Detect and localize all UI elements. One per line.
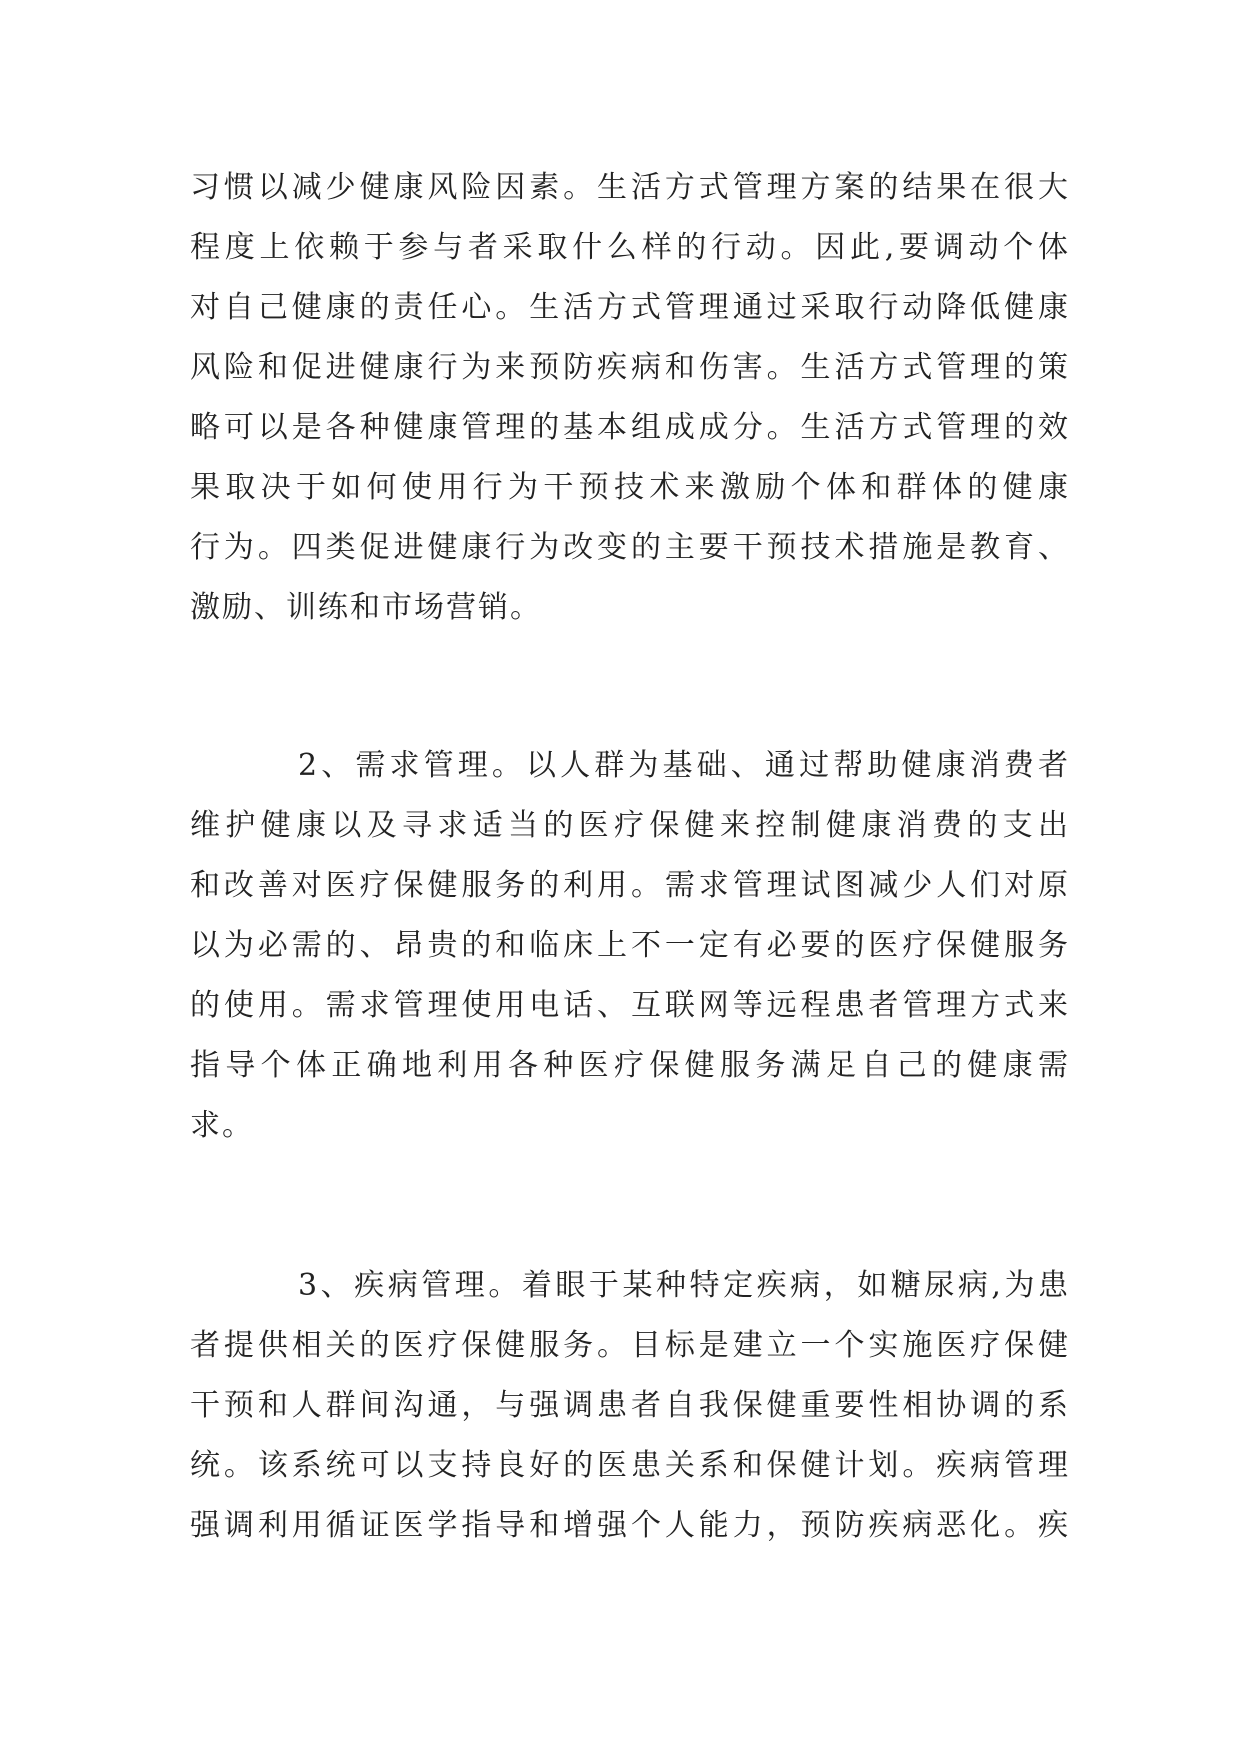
text-line: 求。 [190, 1108, 254, 1143]
text-line: 指导个体正确地利用各种医疗保健服务满足自己的健康需 [190, 1048, 1070, 1083]
text-line: 2、需求管理。以人群为基础、通过帮助健康消费者 [298, 748, 1070, 783]
text-line: 强调利用循证医学指导和增强个人能力，预防疾病恶化。疾 [190, 1508, 1070, 1543]
text-line: 的使用。需求管理使用电话、互联网等远程患者管理方式来 [190, 988, 1070, 1023]
text-line: 程度上依赖于参与者采取什么样的行动。因此,要调动个体 [190, 230, 1070, 265]
text-line: 和改善对医疗保健服务的利用。需求管理试图减少人们对原 [190, 868, 1070, 903]
text-line: 果取决于如何使用行为干预技术来激励个体和群体的健康 [190, 470, 1070, 505]
paragraph-disease-management [190, 1256, 1070, 1556]
text-line: 者提供相关的医疗保健服务。目标是建立一个实施医疗保健 [190, 1328, 1070, 1363]
text-line: 激励、训练和市场营销。 [190, 590, 542, 625]
paragraph-lifestyle-management [190, 158, 1070, 638]
text-line: 略可以是各种健康管理的基本组成成分。生活方式管理的效 [190, 410, 1070, 445]
text-line: 习惯以减少健康风险因素。生活方式管理方案的结果在很大 [190, 170, 1070, 205]
text-line: 维护健康以及寻求适当的医疗保健来控制健康消费的支出 [190, 808, 1070, 843]
text-line: 风险和促进健康行为来预防疾病和伤害。生活方式管理的策 [190, 350, 1070, 385]
text-line: 干预和人群间沟通，与强调患者自我保健重要性相协调的系 [190, 1388, 1070, 1423]
text-line: 以为必需的、昂贵的和临床上不一定有必要的医疗保健服务 [190, 928, 1070, 963]
text-line: 3、疾病管理。着眼于某种特定疾病，如糖尿病,为患 [298, 1268, 1070, 1303]
text-line: 统。该系统可以支持良好的医患关系和保健计划。疾病管理 [190, 1448, 1070, 1483]
text-line: 对自己健康的责任心。生活方式管理通过采取行动降低健康 [190, 290, 1070, 325]
text-line: 行为。四类促进健康行为改变的主要干预技术措施是教育、 [190, 530, 1070, 565]
paragraph-demand-management [190, 736, 1070, 1156]
